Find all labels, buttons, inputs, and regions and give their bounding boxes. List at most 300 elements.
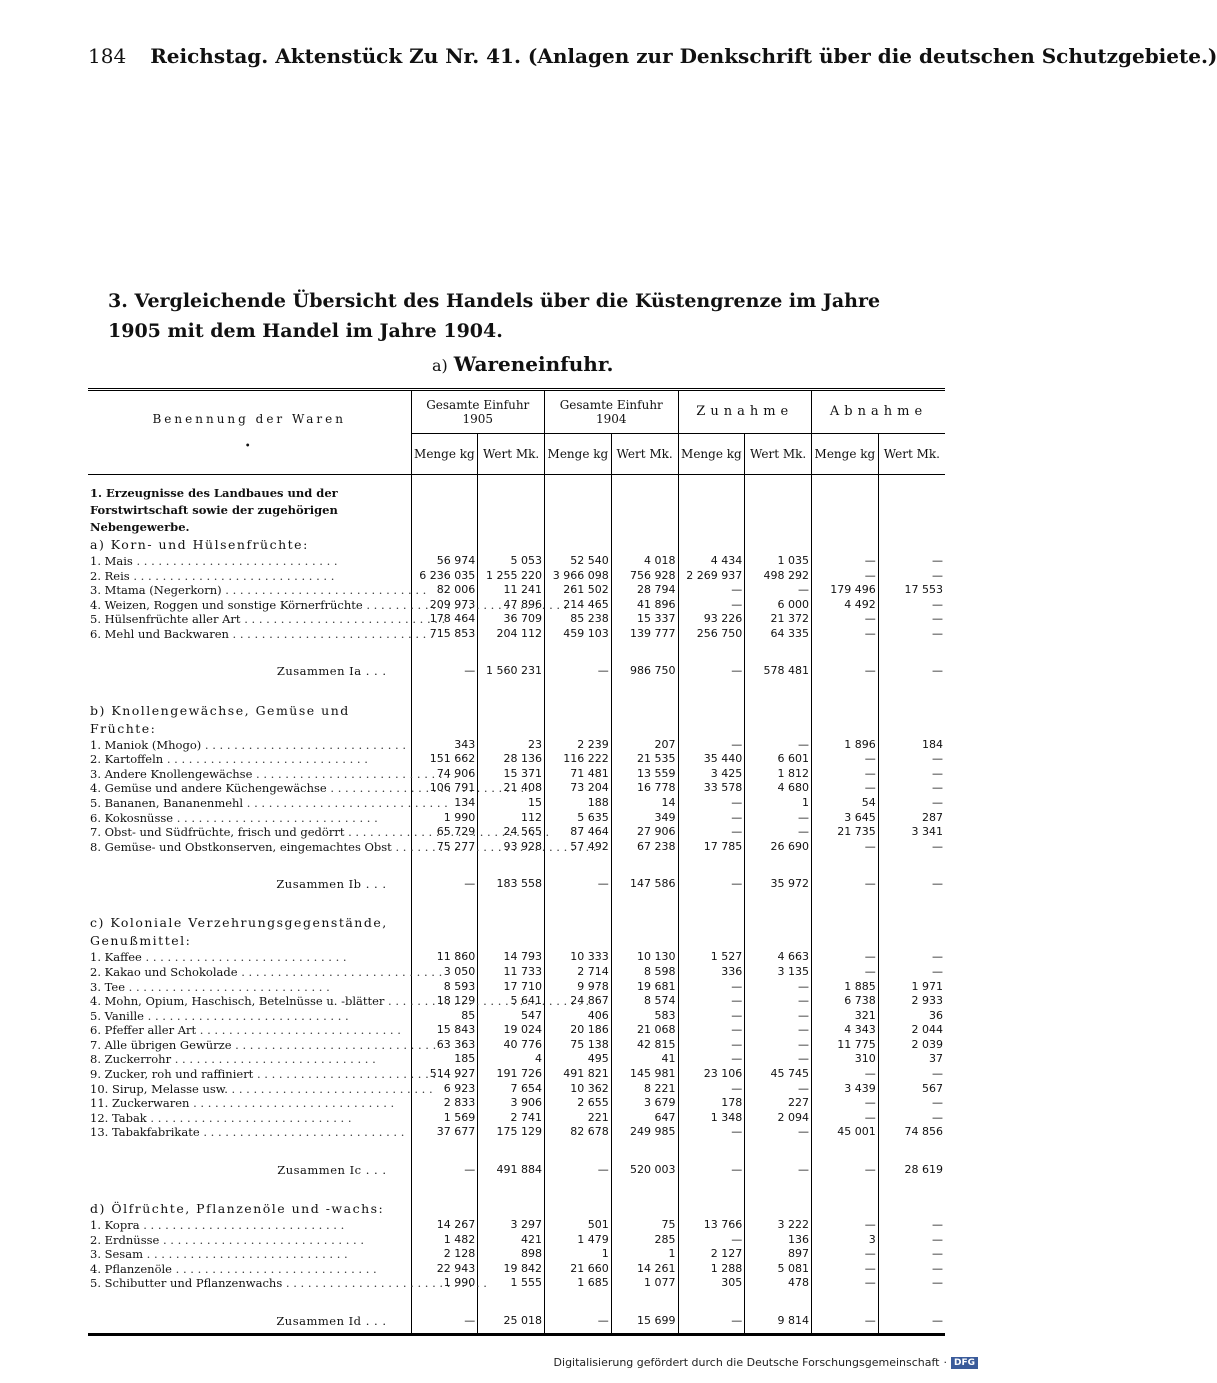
value-cell: — bbox=[878, 965, 945, 980]
value-cell: 19 024 bbox=[478, 1023, 545, 1038]
value-cell: — bbox=[678, 1082, 745, 1097]
value-cell: 75 138 bbox=[545, 1038, 612, 1053]
value-cell: — bbox=[678, 598, 745, 613]
value-cell: — bbox=[745, 825, 812, 840]
value-cell bbox=[545, 1200, 612, 1218]
value-cell: 3 135 bbox=[745, 965, 812, 980]
unit-header: Menge kg bbox=[812, 434, 879, 475]
value-cell: — bbox=[678, 1233, 745, 1248]
value-cell: 24 867 bbox=[545, 994, 612, 1009]
row-label: 5. Vanille . . . bbox=[88, 1009, 411, 1024]
value-cell bbox=[745, 475, 812, 484]
value-cell: — bbox=[678, 1158, 745, 1182]
table-row bbox=[88, 980, 945, 995]
value-cell: 1 bbox=[611, 1247, 678, 1262]
value-cell bbox=[812, 1182, 879, 1200]
value-cell: 2 039 bbox=[878, 1038, 945, 1053]
value-cell: — bbox=[545, 1309, 612, 1335]
value-cell: — bbox=[745, 583, 812, 598]
unit-header: Wert Mk. bbox=[611, 434, 678, 475]
value-cell: 191 726 bbox=[478, 1067, 545, 1082]
value-cell: 1 812 bbox=[745, 767, 812, 782]
value-cell: 583 bbox=[611, 1009, 678, 1024]
import-table bbox=[88, 388, 945, 1336]
value-cell: 75 bbox=[611, 1218, 678, 1233]
row-label: c) Koloniale Verzehrungsgegenstände, Genußmittel: bbox=[90, 915, 388, 949]
value-cell bbox=[478, 1200, 545, 1218]
value-cell: 41 896 bbox=[611, 598, 678, 613]
value-cell: 2 655 bbox=[545, 1096, 612, 1111]
value-cell: 15 843 bbox=[411, 1023, 478, 1038]
running-header bbox=[88, 44, 1217, 68]
value-cell: 28 794 bbox=[611, 583, 678, 598]
table-row bbox=[88, 994, 945, 1009]
value-cell: 188 bbox=[545, 796, 612, 811]
value-cell: 26 690 bbox=[745, 840, 812, 855]
table-row bbox=[88, 738, 945, 753]
value-cell bbox=[878, 475, 945, 484]
row-label: 2. Reis . . . bbox=[88, 569, 411, 584]
value-cell bbox=[878, 1291, 945, 1309]
row-label bbox=[88, 896, 411, 914]
row-label: 5. Bananen, Bananenmehl . . . bbox=[88, 796, 411, 811]
value-cell: — bbox=[411, 660, 478, 684]
value-cell: 305 bbox=[678, 1276, 745, 1291]
value-cell bbox=[611, 483, 678, 536]
value-cell: 71 481 bbox=[545, 767, 612, 782]
value-cell bbox=[812, 1140, 879, 1158]
value-cell: 134 bbox=[411, 796, 478, 811]
value-cell bbox=[878, 1140, 945, 1158]
value-cell: — bbox=[545, 660, 612, 684]
value-cell: — bbox=[678, 980, 745, 995]
value-cell: 74 856 bbox=[878, 1125, 945, 1140]
value-cell: — bbox=[745, 1052, 812, 1067]
value-cell: 178 464 bbox=[411, 612, 478, 627]
value-cell: 349 bbox=[611, 811, 678, 826]
value-cell: 1 077 bbox=[611, 1276, 678, 1291]
value-cell: 3 906 bbox=[478, 1096, 545, 1111]
table-row bbox=[88, 1262, 945, 1277]
value-cell: 5 635 bbox=[545, 811, 612, 826]
unit-header: Menge kg bbox=[678, 434, 745, 475]
value-cell bbox=[545, 642, 612, 660]
value-cell bbox=[411, 483, 478, 536]
value-cell: — bbox=[878, 840, 945, 855]
value-cell bbox=[478, 1140, 545, 1158]
value-cell: 5 641 bbox=[478, 994, 545, 1009]
value-cell: 75 277 bbox=[411, 840, 478, 855]
value-cell: 756 928 bbox=[611, 569, 678, 584]
value-cell: 21 660 bbox=[545, 1262, 612, 1277]
value-cell: — bbox=[878, 796, 945, 811]
row-label: 8. Zuckerrohr . . . bbox=[88, 1052, 411, 1067]
table-row bbox=[88, 1276, 945, 1291]
value-cell: 514 927 bbox=[411, 1067, 478, 1082]
value-cell: — bbox=[812, 612, 879, 627]
value-cell: 4 018 bbox=[611, 554, 678, 569]
row-label: 7. Alle übrigen Gewürze . . . bbox=[88, 1038, 411, 1053]
value-cell: 4 492 bbox=[812, 598, 879, 613]
value-cell: 715 853 bbox=[411, 627, 478, 642]
value-cell: 35 972 bbox=[745, 872, 812, 896]
value-cell: 1 482 bbox=[411, 1233, 478, 1248]
value-cell bbox=[611, 914, 678, 950]
table-row bbox=[88, 1082, 945, 1097]
row-label: Zusammen Ia . . . bbox=[88, 660, 411, 684]
value-cell: 1 896 bbox=[812, 738, 879, 753]
value-cell: 15 bbox=[478, 796, 545, 811]
value-cell bbox=[812, 914, 879, 950]
row-label: 4. Weizen, Roggen und sonstige Körnerfrüchte . . . bbox=[88, 598, 411, 613]
table-row bbox=[88, 1023, 945, 1038]
value-cell: 23 106 bbox=[678, 1067, 745, 1082]
value-cell: — bbox=[678, 825, 745, 840]
value-cell: 214 465 bbox=[545, 598, 612, 613]
value-cell: 24 565 bbox=[478, 825, 545, 840]
row-label: 11. Zuckerwaren . . . bbox=[88, 1096, 411, 1111]
value-cell: 256 750 bbox=[678, 627, 745, 642]
row-label: 3. Sesam . . . bbox=[88, 1247, 411, 1262]
value-cell: 73 204 bbox=[545, 781, 612, 796]
value-cell: 3 679 bbox=[611, 1096, 678, 1111]
value-cell: — bbox=[678, 994, 745, 1009]
footer-text: Digitalisierung gefördert durch die Deutsche Forschungsgemeinschaft bbox=[553, 1356, 940, 1369]
value-cell: 1 569 bbox=[411, 1111, 478, 1126]
value-cell: — bbox=[878, 1218, 945, 1233]
value-cell: 87 464 bbox=[545, 825, 612, 840]
value-cell: 8 598 bbox=[611, 965, 678, 980]
value-cell: 227 bbox=[745, 1096, 812, 1111]
value-cell bbox=[878, 536, 945, 554]
value-cell: 4 663 bbox=[745, 950, 812, 965]
value-cell: 1 990 bbox=[411, 811, 478, 826]
value-cell: 11 860 bbox=[411, 950, 478, 965]
value-cell: 82 678 bbox=[545, 1125, 612, 1140]
value-cell: 421 bbox=[478, 1233, 545, 1248]
column-group-1905: Gesamte Einfuhr 1905 bbox=[411, 390, 545, 434]
value-cell bbox=[878, 1200, 945, 1218]
value-cell: — bbox=[812, 627, 879, 642]
table-row bbox=[88, 752, 945, 767]
table-row bbox=[88, 1218, 945, 1233]
dfg-logo: DFG bbox=[951, 1357, 978, 1369]
row-label: 6. Pfeffer aller Art . . . bbox=[88, 1023, 411, 1038]
value-cell: — bbox=[878, 872, 945, 896]
column-group-1904: Gesamte Einfuhr 1904 bbox=[545, 390, 679, 434]
value-cell bbox=[545, 914, 612, 950]
value-cell bbox=[611, 1140, 678, 1158]
value-cell bbox=[478, 1291, 545, 1309]
row-label: 1. Maniok (Mhogo) . . . bbox=[88, 738, 411, 753]
table-row bbox=[88, 1111, 945, 1126]
row-label: 7. Obst- und Südfrüchte, frisch und gedörrt . . . bbox=[88, 825, 411, 840]
spacer-row bbox=[88, 896, 945, 914]
row-label bbox=[88, 1140, 411, 1158]
value-cell bbox=[812, 1200, 879, 1218]
value-cell bbox=[812, 684, 879, 702]
value-cell bbox=[678, 536, 745, 554]
spacer-row bbox=[88, 1182, 945, 1200]
value-cell: 25 018 bbox=[478, 1309, 545, 1335]
value-cell: 17 553 bbox=[878, 583, 945, 598]
value-cell: — bbox=[411, 872, 478, 896]
value-cell: 285 bbox=[611, 1233, 678, 1248]
value-cell: — bbox=[678, 1038, 745, 1053]
value-cell bbox=[545, 854, 612, 872]
value-cell bbox=[545, 536, 612, 554]
value-cell bbox=[611, 854, 678, 872]
value-cell bbox=[745, 914, 812, 950]
value-cell: — bbox=[745, 1158, 812, 1182]
value-cell bbox=[678, 475, 745, 484]
value-cell: — bbox=[878, 752, 945, 767]
table-row bbox=[88, 1067, 945, 1082]
column-group-zunahme: Zunahme bbox=[678, 390, 812, 434]
value-cell bbox=[812, 483, 879, 536]
row-label: 6. Mehl und Backwaren . . . bbox=[88, 627, 411, 642]
value-cell: 8 221 bbox=[611, 1082, 678, 1097]
value-cell: 567 bbox=[878, 1082, 945, 1097]
row-label: 4. Mohn, Opium, Haschisch, Betelnüsse u. -blätter . . . bbox=[88, 994, 411, 1009]
value-cell: — bbox=[812, 1158, 879, 1182]
value-cell: — bbox=[812, 872, 879, 896]
value-cell: 35 440 bbox=[678, 752, 745, 767]
value-cell bbox=[745, 854, 812, 872]
table-row bbox=[88, 583, 945, 598]
value-cell: — bbox=[878, 781, 945, 796]
value-cell bbox=[812, 896, 879, 914]
value-cell: — bbox=[878, 1067, 945, 1082]
value-cell: 15 371 bbox=[478, 767, 545, 782]
value-cell bbox=[411, 536, 478, 554]
value-cell bbox=[545, 483, 612, 536]
footer: Digitalisierung gefördert durch die Deutsche Forschungsgemeinschaft · DFG bbox=[554, 1356, 978, 1369]
value-cell: 112 bbox=[478, 811, 545, 826]
value-cell: 5 081 bbox=[745, 1262, 812, 1277]
row-label: 12. Tabak . . . bbox=[88, 1111, 411, 1126]
value-cell: 6 000 bbox=[745, 598, 812, 613]
table-row bbox=[88, 1125, 945, 1140]
value-cell: 57 492 bbox=[545, 840, 612, 855]
column-group-abnahme: Abnahme bbox=[812, 390, 946, 434]
value-cell: 14 267 bbox=[411, 1218, 478, 1233]
value-cell bbox=[878, 914, 945, 950]
row-label: d) Ölfrüchte, Pflanzenöle und -wachs: bbox=[90, 1201, 385, 1217]
value-cell: — bbox=[812, 569, 879, 584]
value-cell bbox=[812, 854, 879, 872]
value-cell: 1 560 231 bbox=[478, 660, 545, 684]
value-cell: — bbox=[745, 738, 812, 753]
value-cell: 491 821 bbox=[545, 1067, 612, 1082]
value-cell: — bbox=[812, 1247, 879, 1262]
subtotal-row bbox=[88, 1158, 945, 1182]
value-cell bbox=[411, 684, 478, 702]
table-row bbox=[88, 1096, 945, 1111]
value-cell: 37 bbox=[878, 1052, 945, 1067]
value-cell bbox=[545, 684, 612, 702]
value-cell: 65 729 bbox=[411, 825, 478, 840]
value-cell: 2 833 bbox=[411, 1096, 478, 1111]
value-cell: 41 bbox=[611, 1052, 678, 1067]
table-row bbox=[88, 612, 945, 627]
value-cell: — bbox=[545, 872, 612, 896]
value-cell: 21 372 bbox=[745, 612, 812, 627]
unit-header: Wert Mk. bbox=[478, 434, 545, 475]
value-cell: 6 738 bbox=[812, 994, 879, 1009]
value-cell: — bbox=[745, 1082, 812, 1097]
value-cell: — bbox=[878, 612, 945, 627]
value-cell: 183 558 bbox=[478, 872, 545, 896]
row-label: 1. Mais . . . bbox=[88, 554, 411, 569]
value-cell: 18 129 bbox=[411, 994, 478, 1009]
value-cell: — bbox=[745, 980, 812, 995]
value-cell: 45 001 bbox=[812, 1125, 879, 1140]
table-row bbox=[88, 950, 945, 965]
table-row bbox=[88, 1038, 945, 1053]
value-cell: 547 bbox=[478, 1009, 545, 1024]
value-cell bbox=[745, 684, 812, 702]
table-row bbox=[88, 1247, 945, 1262]
value-cell: 1 971 bbox=[878, 980, 945, 995]
value-cell: 1 348 bbox=[678, 1111, 745, 1126]
group-heading-row bbox=[88, 536, 945, 554]
value-cell: 221 bbox=[545, 1111, 612, 1126]
value-cell: — bbox=[878, 627, 945, 642]
value-cell: 16 778 bbox=[611, 781, 678, 796]
value-cell: — bbox=[678, 1009, 745, 1024]
value-cell: 1 bbox=[745, 796, 812, 811]
value-cell bbox=[411, 854, 478, 872]
value-cell: 10 333 bbox=[545, 950, 612, 965]
value-cell: 2 269 937 bbox=[678, 569, 745, 584]
value-cell: — bbox=[878, 1262, 945, 1277]
value-cell: 7 654 bbox=[478, 1082, 545, 1097]
value-cell: — bbox=[678, 796, 745, 811]
value-cell: 28 619 bbox=[878, 1158, 945, 1182]
value-cell: 2 933 bbox=[878, 994, 945, 1009]
value-cell: — bbox=[678, 738, 745, 753]
value-cell bbox=[411, 1200, 478, 1218]
value-cell bbox=[745, 1182, 812, 1200]
value-cell: 10 362 bbox=[545, 1082, 612, 1097]
value-cell: — bbox=[812, 767, 879, 782]
value-cell: — bbox=[411, 1158, 478, 1182]
value-cell bbox=[478, 1182, 545, 1200]
unit-header: Menge kg bbox=[545, 434, 612, 475]
value-cell: 343 bbox=[411, 738, 478, 753]
value-cell bbox=[678, 854, 745, 872]
value-cell bbox=[611, 896, 678, 914]
value-cell: 1 479 bbox=[545, 1233, 612, 1248]
table-row bbox=[88, 598, 945, 613]
value-cell: 106 791 bbox=[411, 781, 478, 796]
value-cell: 1 685 bbox=[545, 1276, 612, 1291]
row-label bbox=[88, 1182, 411, 1200]
value-cell bbox=[678, 684, 745, 702]
value-cell: — bbox=[812, 1262, 879, 1277]
value-cell: — bbox=[812, 554, 879, 569]
table-row bbox=[88, 840, 945, 855]
value-cell: 13 766 bbox=[678, 1218, 745, 1233]
value-cell: 185 bbox=[411, 1052, 478, 1067]
value-cell: 1 990 bbox=[411, 1276, 478, 1291]
subsection-letter: a) bbox=[432, 356, 448, 375]
value-cell: — bbox=[678, 660, 745, 684]
value-cell bbox=[678, 1200, 745, 1218]
value-cell: 261 502 bbox=[545, 583, 612, 598]
value-cell bbox=[678, 483, 745, 536]
value-cell: — bbox=[812, 1218, 879, 1233]
value-cell: 116 222 bbox=[545, 752, 612, 767]
value-cell: 136 bbox=[745, 1233, 812, 1248]
value-cell bbox=[478, 483, 545, 536]
value-cell: 6 923 bbox=[411, 1082, 478, 1097]
value-cell bbox=[678, 914, 745, 950]
value-cell bbox=[411, 702, 478, 738]
table-row bbox=[88, 1052, 945, 1067]
value-cell: 520 003 bbox=[611, 1158, 678, 1182]
table-row bbox=[88, 1009, 945, 1024]
subsection-title bbox=[432, 352, 613, 376]
value-cell: 8 574 bbox=[611, 994, 678, 1009]
value-cell bbox=[812, 1291, 879, 1309]
value-cell: — bbox=[678, 1125, 745, 1140]
value-cell: — bbox=[878, 1309, 945, 1335]
row-label: 3. Tee . . . bbox=[88, 980, 411, 995]
value-cell: 13 559 bbox=[611, 767, 678, 782]
value-cell bbox=[678, 1182, 745, 1200]
unit-header: Menge kg bbox=[411, 434, 478, 475]
value-cell: 14 bbox=[611, 796, 678, 811]
value-cell: 3 bbox=[812, 1233, 879, 1248]
value-cell: 147 586 bbox=[611, 872, 678, 896]
value-cell: 184 bbox=[878, 738, 945, 753]
value-cell: 406 bbox=[545, 1009, 612, 1024]
value-cell bbox=[545, 702, 612, 738]
subtotal-row bbox=[88, 872, 945, 896]
row-label: 2. Kartoffeln . . . bbox=[88, 752, 411, 767]
value-cell: 1 885 bbox=[812, 980, 879, 995]
value-cell bbox=[745, 1291, 812, 1309]
value-cell bbox=[545, 896, 612, 914]
value-cell: 2 044 bbox=[878, 1023, 945, 1038]
subtotal-row bbox=[88, 1309, 945, 1335]
table-row bbox=[88, 781, 945, 796]
value-cell: 6 236 035 bbox=[411, 569, 478, 584]
value-cell: 56 974 bbox=[411, 554, 478, 569]
value-cell: 4 bbox=[478, 1052, 545, 1067]
value-cell bbox=[678, 642, 745, 660]
value-cell bbox=[611, 536, 678, 554]
value-cell: 10 130 bbox=[611, 950, 678, 965]
row-label: Zusammen Id . . . bbox=[88, 1309, 411, 1335]
value-cell: — bbox=[745, 1038, 812, 1053]
value-cell bbox=[878, 702, 945, 738]
value-cell: 27 906 bbox=[611, 825, 678, 840]
value-cell: 3 966 098 bbox=[545, 569, 612, 584]
value-cell bbox=[478, 642, 545, 660]
value-cell: 85 238 bbox=[545, 612, 612, 627]
value-cell: 74 906 bbox=[411, 767, 478, 782]
row-label: 1. Erzeugnisse des Landbaues und der Forstwirtschaft sowie der zugehörigen Nebengewerbe. bbox=[90, 486, 338, 534]
value-cell bbox=[812, 642, 879, 660]
row-label: 2. Erdnüsse . . . bbox=[88, 1233, 411, 1248]
value-cell bbox=[545, 1182, 612, 1200]
value-cell: 54 bbox=[812, 796, 879, 811]
value-cell: — bbox=[745, 1009, 812, 1024]
table-row bbox=[88, 965, 945, 980]
